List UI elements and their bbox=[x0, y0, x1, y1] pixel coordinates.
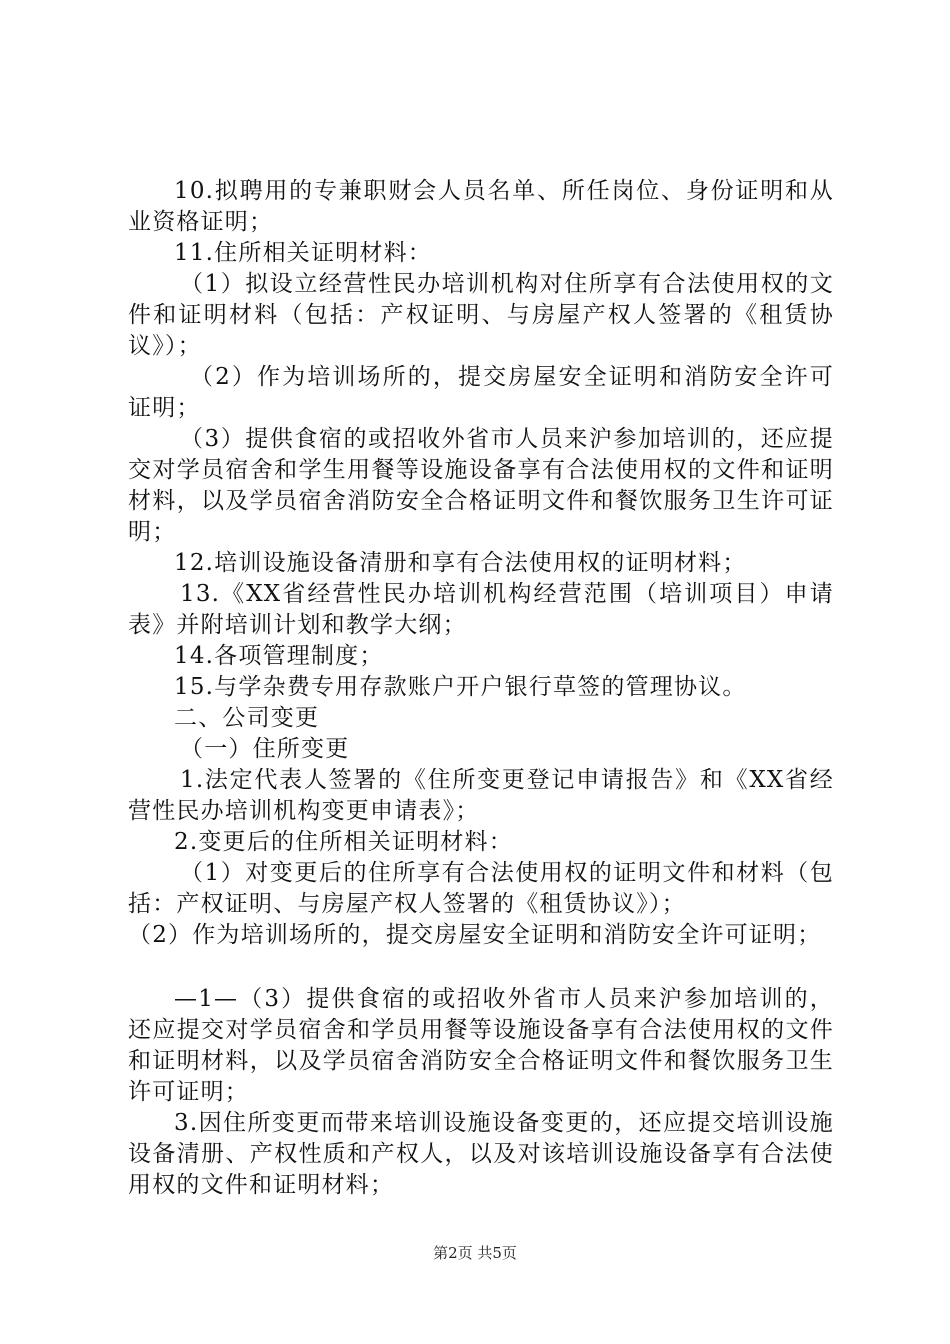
paragraph-item-15: 15.与学杂费专用存款账户开户银行草签的管理协议。 bbox=[174, 674, 747, 700]
paragraph-item-10: 10.拟聘用的专兼职财会人员名单、所任岗位、身份证明和从业资格证明； bbox=[128, 178, 834, 235]
section-heading: 二、公司变更 bbox=[174, 705, 320, 731]
paragraph-change-1: 1.法定代表人签署的《住所变更登记申请报告》和《XX省经营性民办培训机构变更申请表》； bbox=[128, 767, 834, 824]
paragraph-change-sub-1: （1）对变更后的住所享有合法使用权的证明文件和材料（包括：产权证明、与房屋产权人签署的《租赁协议》）； bbox=[128, 860, 834, 917]
paragraph-change-3: 3.因住所变更而带来培训设施设备变更的，还应提交培训设施设备清册、产权性质和产权人，以及对该培训设施设备享有合法使用权的文件和证明材料； bbox=[128, 1110, 834, 1198]
paragraph-item-14: 14.各项管理制度； bbox=[174, 643, 384, 669]
paragraph-change-sub-2: （2）作为培训场所的，提交房屋安全证明和消防安全许可证明； bbox=[128, 922, 822, 948]
paragraph-sub-1: （1）拟设立经营性民办培训机构对住所享有合法使用权的文件和证明材料（包括：产权证明、与房屋产权人签署的《租赁协议》）； bbox=[128, 271, 834, 359]
paragraph-item-12: 12.培训设施设备清册和享有合法使用权的证明材料； bbox=[174, 550, 747, 576]
page-number-footer: 第2页 共5页 bbox=[433, 1244, 517, 1262]
subsection-heading: （一）住所变更 bbox=[180, 736, 350, 762]
spacer bbox=[128, 951, 834, 984]
paragraph-sub-2: （2）作为培训场所的，提交房屋安全证明和消防安全许可证明； bbox=[128, 364, 834, 421]
document-body bbox=[128, 176, 834, 1201]
paragraph-item-11: 11.住所相关证明材料： bbox=[174, 240, 432, 266]
paragraph-item-13: 13.《XX省经营性民办培训机构经营范围（培训项目）申请表》并附培训计划和教学大纲； bbox=[128, 581, 834, 638]
paragraph-change-sub-3: —1—（3）提供食宿的或招收外省市人员来沪参加培训的，还应提交对学员宿舍和学员用餐等设施设备享有合法使用权的文件和证明材料，以及学员宿舍消防安全合格证明文件和餐饮服务卫生许可证明； bbox=[128, 986, 834, 1105]
paragraph-change-2: 2.变更后的住所相关证明材料： bbox=[174, 829, 513, 855]
paragraph-sub-3: （3）提供食宿的或招收外省市人员来沪参加培训的，还应提交对学员宿舍和学生用餐等设施设备享有合法使用权的文件和证明材料，以及学员宿舍消防安全合格证明文件和餐饮服务卫生许可证明； bbox=[128, 426, 834, 545]
